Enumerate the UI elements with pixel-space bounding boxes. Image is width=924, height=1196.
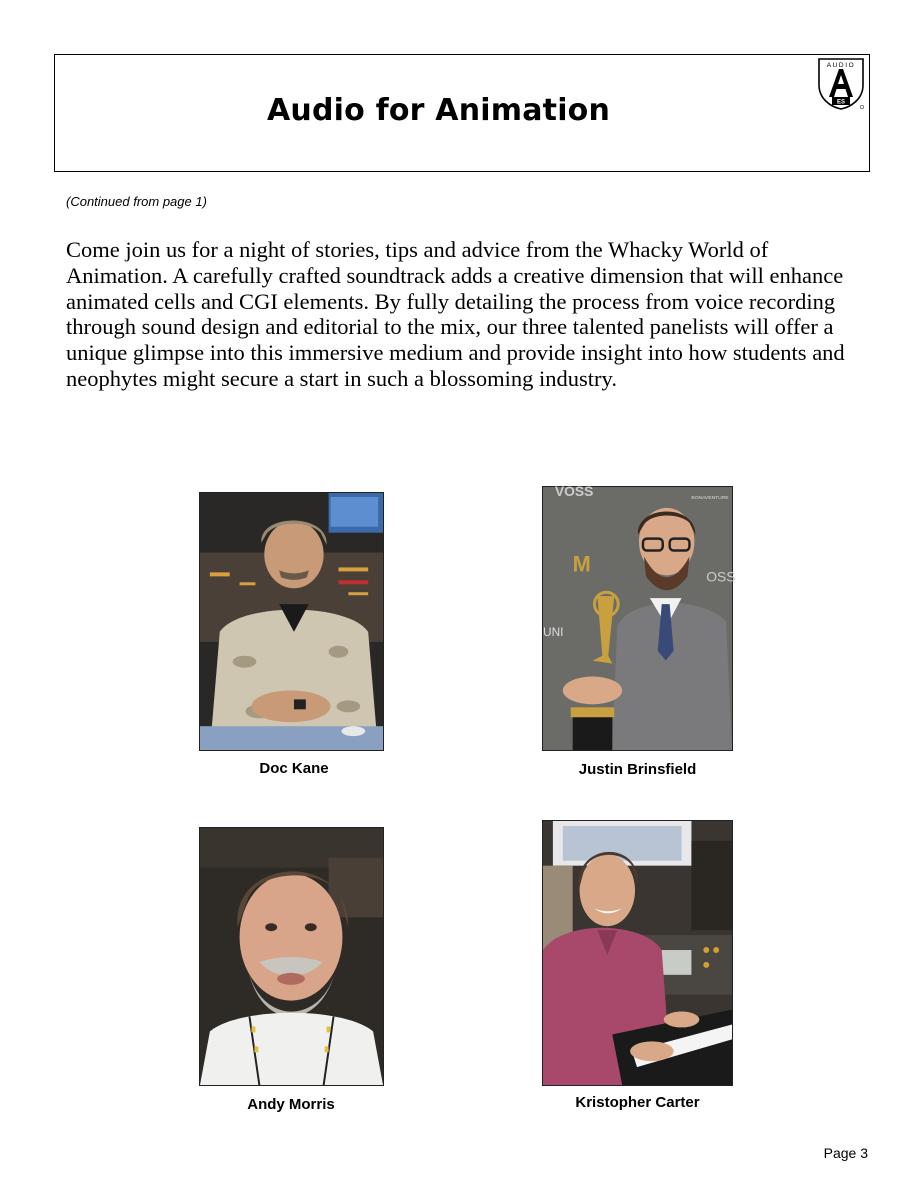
caption-kristopher-carter: Kristopher Carter bbox=[575, 1094, 700, 1111]
photo-andy-morris bbox=[199, 827, 384, 1086]
caption-andy-morris: Andy Morris bbox=[247, 1096, 335, 1113]
svg-text:VOSS: VOSS bbox=[554, 482, 594, 499]
caption-justin-brinsfield: Justin Brinsfield bbox=[578, 761, 697, 778]
photo-doc-kane bbox=[199, 492, 384, 751]
svg-text:M: M bbox=[572, 551, 591, 577]
page-number: Page 3 bbox=[823, 1145, 868, 1161]
svg-text:AUDIO: AUDIO bbox=[826, 62, 856, 69]
svg-text:OSS: OSS bbox=[706, 568, 736, 585]
photo-kristopher-carter bbox=[542, 820, 733, 1086]
svg-text:ES: ES bbox=[836, 99, 846, 106]
header-box bbox=[54, 54, 870, 172]
page-title: Audio for Animation bbox=[267, 93, 611, 128]
svg-text:BONAVENTURE: BONAVENTURE bbox=[691, 495, 729, 501]
continued-note: (Continued from page 1) bbox=[66, 194, 207, 209]
svg-text:UNI: UNI bbox=[543, 624, 564, 639]
caption-doc-kane: Doc Kane bbox=[259, 760, 329, 777]
intro-paragraph: Come join us for a night of stories, tips and advice from the Whacky World of Animation. A carefully crafted soundtrack adds a creative dimension that will enhance animated cells and CGI elements. By fully detailing the process from voice recording through sound design and editorial to the mix, our three talented panelists will offer a unique glimpse into this immersive medium and provide insight into how students and neophytes might secure a start in such a blossoming industry. bbox=[66, 237, 845, 391]
photo-justin-brinsfield bbox=[542, 482, 736, 751]
aes-logo-icon bbox=[815, 55, 867, 111]
